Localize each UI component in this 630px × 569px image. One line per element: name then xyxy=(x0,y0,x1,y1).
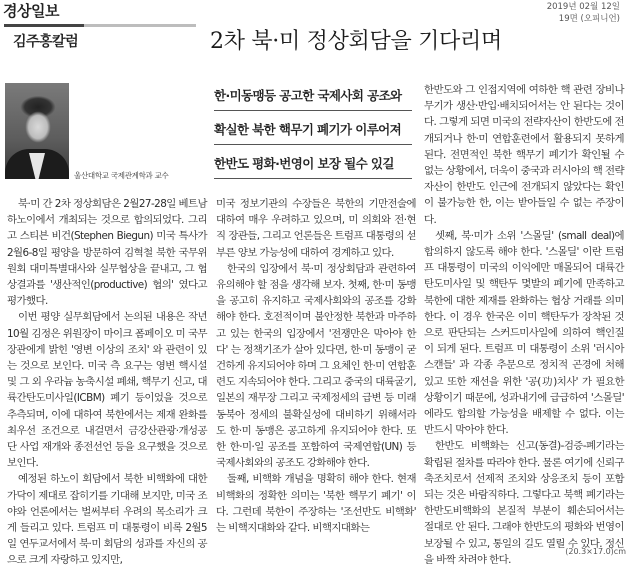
paragraph: 한국의 입장에서 북·미 정상회담과 관련하여 유의해야 할 점을 생각해 보자. 첫째, 한·미 동맹을 공고히 유지하고 국제사회와의 공조를 강화해야 한다. 호전적이며 불안정한 북한과 마주하고 있는 한국의 입장에서 '전쟁만은 막아야 한다' 는 정책기조가 살아 있다면, 한·미 동맹이 굳건하게 유지되어야 하며 그 요체인 한·미 연합훈련도 지속되어야 한다. 그리고 중국의 대륙굴기, 일본의 재무장 그리고 국제정세의 급변 등 미래 동북아 정세의 불확실성에 대비하기 위해서라도 한·미 동맹은 공고하게 유지되어야 한다. 또한 한·미·일 공조를 포함하여 국제연합(UN) 등 국제사회와의 공조도 강화해야 한다. xyxy=(216,262,416,470)
paragraph: 셋째, 북·미가 소위 '스몰딜' (small deal)에 합의하지 않도록 해야 한다. '스몰딜' 이란 트럼프 대통령이 미국의 이익에만 매몰되어 대륙간탄도미사일 및 핵탄두 몇발의 폐기에 만족하고 북한에 대한 제재를 완화하는 협상 거래를 의미한다. 이 경우 한국은 이미 핵탄두가 장착된 것으로 판단되는 스커드미사일에 의하여 핵인질이 되게 된다. 트럼프 미 대통령이 소위 '러시아 스캔들' 과 각종 추문으로 정치적 곤경에 처해 있고 또한 재선을 위한 '공(功)치사' 가 필요한 상황이기 때문에, 성과내기에 급급하여 '스몰딜' 에라도 합의할 가능성을 배제할 수 없다. 이는 반드시 막아야 한다. xyxy=(424,229,624,437)
publication-date: 2019년 02월 12일 xyxy=(546,2,620,12)
publication-info xyxy=(547,1,620,25)
paragraph: 이번 평양 실무회담에서 논의된 내용은 작년 10월 김정은 위원장이 마이크 폼페이오 미 국무장관에게 밝힌 '영변 이상의 조치' 와 관련이 있는 것으로 보인다. 미국 측 요구는 영변 핵시설 및 그 외 우라늄 농축시설 폐쇄, 핵무기 신고, 대륙간탄도미사일(ICBM) 폐기 등이었을 것으로 추측되며, 이에 대하여 북한에서는 제재 완화를 최우선 조건으로 내걸면서 금강산관광·개성공단 사업 재개와 종전선언 등을 요구했을 것으로 보인다. xyxy=(7,311,207,470)
article-column-right xyxy=(424,82,624,568)
paragraph: 예정된 하노이 회담에서 북한 비핵화에 대한 가닥이 제대로 잡히기를 기대해 보지만, 미국 조야와 언론에서는 벌써부터 우려의 목소리가 크게 들리고 있다. 트럼프 미 대통령이 비록 2월5일 연두교서에서 북·미 회담의 성과를 자신의 공으로 크게 자랑하고 있지만, xyxy=(7,473,207,567)
paragraph: 북·미 간 2차 정상회담은 2월27-28일 베트남 하노이에서 개최되는 것으로 합의되었다. 그리고 스티븐 비건(Stephen Biegun) 미국 특사가 2월6-8일 평양을 방문하여 김혁철 북한 국무위원회 대미특별대사와 실무협상을 끝내고, 그 협상결과를 '생산적인(productive) 협의' 였다고 평가했다. xyxy=(7,198,207,308)
masthead: 경상일보 xyxy=(3,2,59,20)
article-column-middle xyxy=(216,196,416,536)
author-portrait-icon xyxy=(5,83,69,179)
pull-quote-2: 확실한 북한 핵무기 폐기가 이루어져 xyxy=(214,120,412,145)
article-column-left xyxy=(7,196,207,569)
masthead-rule-accent xyxy=(4,24,84,27)
paragraph: 미국 정보기관의 수장들은 북한의 기만전술에 대하여 매우 우려하고 있으며, 미 의회와 전·현직 장관들, 그리고 언론들은 트럼프 대통령의 섣부른 양보 가능성에 대하여 경계하고 있다. xyxy=(216,198,416,259)
paragraph: 둘째, 비핵화 개념을 명확히 해야 한다. 현재 비핵화의 정확한 의미는 '북한 핵무기 폐기' 이다. 그런데 북한이 주장하는 '조선반도 비핵화' 는 비핵지대화와 같다. 비핵지대화는 xyxy=(216,473,416,535)
headline: 2차 북·미 정상회담을 기다리며 xyxy=(210,29,502,54)
paragraph: 한반도와 그 인접지역에 여하한 핵 관련 장비나 무기가 생산·반입·배치되어서는 안 된다는 것이다. 그렇게 되면 미국의 전략자산이 한반도에 전개되거나 한·미 연합훈련에서 활용되지 못하게 된다. 전면적인 북한 핵무기 폐기가 확인될 수 없는 상황에서, 더욱이 중국과 러시아의 핵 전략자산이 한반도 인근에 전개되지 않았다는 확인이 불가능한 한, 이는 받아들일 수 없는 주장이다. xyxy=(424,84,624,226)
pull-quote-3: 한반도 평화·번영이 보장 될수 있길 xyxy=(214,154,412,179)
masthead-rule xyxy=(4,24,196,27)
author-affiliation: 울산대학교 국제관계학과 교수 xyxy=(74,171,169,180)
pull-quote-1: 한·미동맹등 공고한 국제사회 공조와 xyxy=(214,86,412,111)
size-note: (20.3×17.0)cm xyxy=(565,547,626,556)
page-section: 19면 (오피니언) xyxy=(558,14,620,24)
column-name: 김주홍칼럼 xyxy=(13,34,79,50)
paragraph: 한반도 비핵화는 신고(동결)-검증-폐기라는 확립된 절차를 따라야 한다. 물론 여기에 신뢰구축조치로서 선제적 조치와 상응조치 등이 포함되는 것은 바람직하다. 그렇다고 북핵 폐기라는 한반도비핵화의 본질적 부분이 훼손되어서는 절대로 안 된다. 그래야 한반도의 평화와 번영이 보장될 수 있고, 통일의 길도 열릴 수 있다. 정신을 바짝 차려야 한다. xyxy=(424,440,624,566)
